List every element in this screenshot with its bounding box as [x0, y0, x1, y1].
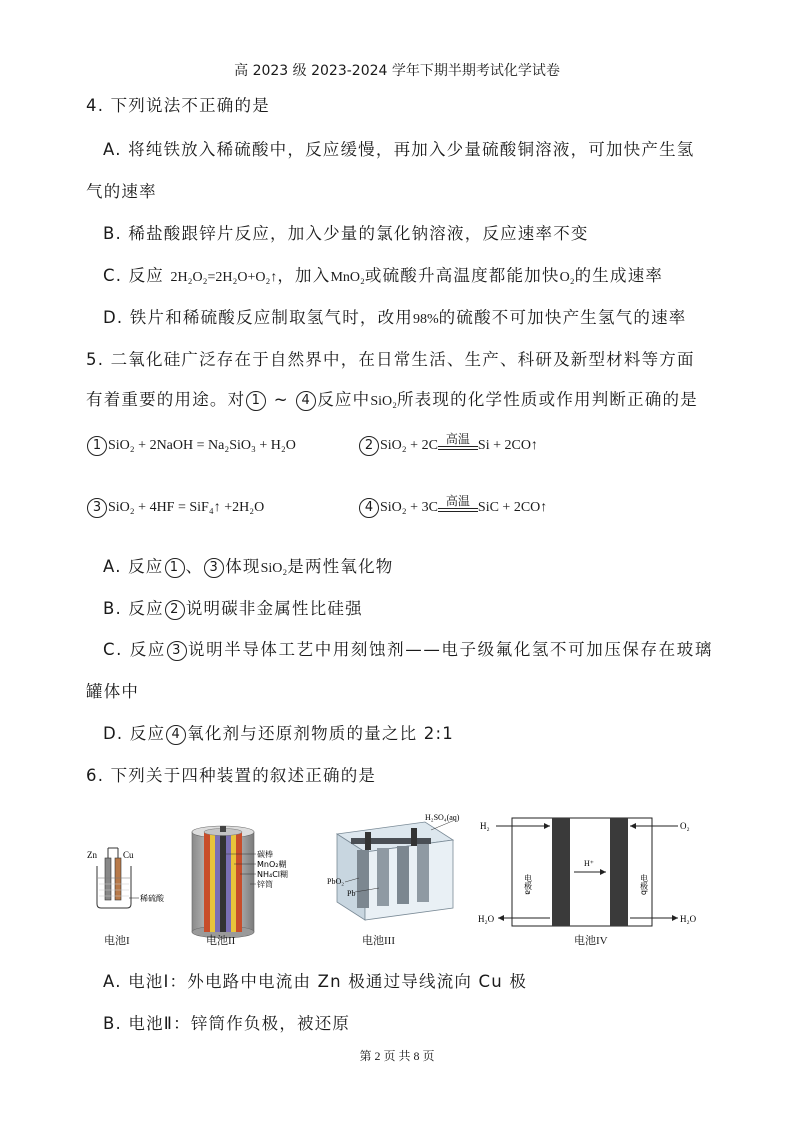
- q5-a-prefix: A. 反应: [103, 557, 164, 576]
- cell-1-liquid-label: 稀硫酸: [140, 894, 164, 903]
- q4-c-mno2: MnO₂: [330, 270, 365, 285]
- circle-number-3: 3: [167, 641, 187, 661]
- cell-2-label-nh4cl: NH₄Cl糊: [257, 870, 289, 879]
- cell-1-svg: [85, 840, 175, 950]
- q5-b-post: 说明碳非金属性比硅强: [185, 599, 363, 618]
- q5-a-sio2: SiO₂: [260, 561, 288, 576]
- q5-stem-line2: [86, 386, 698, 411]
- equation-4-right: SiC + 2CO↑: [477, 500, 548, 516]
- q4-stem: 4. 下列说法不正确的是: [86, 96, 270, 115]
- q4-option-d: [103, 304, 686, 328]
- equation-4-left: SiO₂ + 3C: [380, 500, 438, 516]
- circle-number-4: 4: [359, 498, 379, 518]
- cell-1-caption: 电池I: [104, 935, 130, 947]
- cell-4-h2o-left-label: H₂O: [478, 914, 495, 924]
- q5-option-c-line1: [103, 636, 713, 661]
- circle-number-1: 1: [246, 391, 266, 411]
- q5-line2-mid: 反应中: [317, 390, 371, 409]
- equation-1-text: SiO₂ + 2NaOH = Na₂SiO₃ + H₂O: [108, 438, 296, 454]
- q5-line2-post: 所表现的化学性质或作用判断正确的是: [397, 390, 698, 409]
- q4-d-percent: 98%: [413, 312, 439, 327]
- condition-label: 高温: [445, 494, 470, 508]
- cell-1-cu-label: Cu: [123, 850, 134, 860]
- q4-c-end: 的生成速率: [574, 266, 664, 285]
- q4-option-c: [103, 262, 663, 286]
- equation-2-right: Si + 2CO↑: [477, 438, 538, 454]
- condition-label: 高温: [445, 432, 470, 446]
- q5-tilde: ~: [267, 390, 296, 409]
- equation-3-text: SiO₂ + 4HF = SiF₄↑ +2H₂O: [108, 500, 265, 516]
- q6-option-b: B. 电池Ⅱ：锌筒作负极，被还原: [103, 1014, 351, 1033]
- q4-c-o2: O₂: [559, 270, 575, 285]
- circle-number-3: 3: [87, 498, 107, 518]
- circle-number-3: 3: [204, 558, 224, 578]
- circle-number-4: 4: [296, 391, 316, 411]
- cell-2-label-zinc: 锌筒: [257, 880, 273, 889]
- q5-option-d: [103, 720, 454, 745]
- q4-d-post: 的硫酸不可加快产生氢气的速率: [438, 308, 687, 327]
- q5-c-post: 说明半导体工艺中用刻蚀剂——电子级氟化氢不可加压保存在玻璃: [188, 640, 713, 659]
- q4-d-prefix: D. 铁片和稀硫酸反应制取氢气时，改用: [103, 308, 413, 327]
- q5-a-mid: 体现: [225, 557, 261, 576]
- q4-c-mid: ，加入: [277, 266, 331, 285]
- cell-2-svg: [190, 824, 300, 942]
- equation-4: [358, 494, 548, 518]
- q5-sio2: SiO₂: [370, 394, 398, 409]
- q4-c-post: 或硫酸升高温度都能加快: [364, 266, 560, 285]
- q4-c-equation: 2H₂O₂=2H₂O+O₂↑: [170, 270, 278, 285]
- page-footer: 第 2 页 共 8 页: [359, 1049, 435, 1063]
- q6-option-a: A. 电池Ⅰ：外电路中电流由 Zn 极通过导线流向 Cu 极: [103, 972, 528, 991]
- q5-line2-prefix: 有着重要的用途。对: [86, 390, 246, 409]
- cell-2-label-mno2: MnO₂糊: [257, 860, 287, 869]
- cell-3-svg: [325, 808, 475, 930]
- reaction-condition: [438, 494, 478, 518]
- q4-option-a-line1: A. 将纯铁放入稀硫酸中，反应缓慢，再加入少量硫酸铜溶液，可加快产生氢: [103, 140, 695, 159]
- cell-3-caption: 电池III: [362, 935, 395, 947]
- cell-4-electrode-b-label: 电极b: [639, 874, 649, 896]
- circle-number-2: 2: [359, 436, 379, 456]
- cell-4-o2-label: O₂: [680, 821, 690, 831]
- q5-d-post: 氧化剂与还原剂物质的量之比 2:1: [187, 724, 454, 743]
- cell-4-h2o-right-label: H₂O: [680, 914, 696, 924]
- q5-c-prefix: C. 反应: [103, 640, 167, 659]
- q5-option-b: [103, 595, 363, 620]
- equation-1: [86, 436, 296, 456]
- cell-2-caption: 电池II: [206, 935, 236, 947]
- cell-1-zn-label: Zn: [87, 850, 97, 860]
- circle-number-1: 1: [165, 558, 185, 578]
- cell-4-electrode-a-label: 电极a: [523, 874, 533, 895]
- cell-4-h2-label: H₂: [480, 821, 490, 831]
- cell-3-pb-label: Pb: [347, 889, 356, 898]
- cell-2-label-carbon: 碳棒: [257, 850, 273, 859]
- q5-a-sep: 、: [185, 557, 204, 576]
- reaction-condition: [438, 432, 478, 456]
- q5-d-prefix: D. 反应: [103, 724, 166, 743]
- q4-option-b: B. 稀盐酸跟锌片反应，加入少量的氯化钠溶液，反应速率不变: [103, 224, 589, 243]
- cell-2-diagram: [190, 824, 300, 942]
- q5-stem-line1: 5. 二氧化硅广泛存在于自然界中，在日常生活、生产、科研及新型材料等方面: [86, 350, 695, 369]
- q6-stem: 6. 下列关于四种装置的叙述正确的是: [86, 766, 377, 785]
- circle-number-2: 2: [165, 600, 185, 620]
- q5-b-prefix: B. 反应: [103, 599, 164, 618]
- q4-option-a-line2: 气的速率: [86, 182, 157, 201]
- cell-3-diagram: [325, 808, 475, 930]
- circle-number-1: 1: [87, 436, 107, 456]
- equation-3: [86, 498, 264, 518]
- q4-c-prefix: C. 反应: [103, 266, 171, 285]
- cell-3-pbo2-label: PbO₂: [327, 877, 345, 886]
- cell-4-diagram: [478, 814, 696, 932]
- q5-option-c-line2: 罐体中: [86, 682, 140, 701]
- cell-4-svg: [478, 814, 696, 932]
- cell-3-acid-label: H₂SO₄(aq): [425, 813, 460, 822]
- equation-2-left: SiO₂ + 2C: [380, 438, 438, 454]
- q5-a-post: 是两性氧化物: [287, 557, 394, 576]
- q5-option-a: [103, 553, 393, 578]
- cell-4-caption: 电池IV: [574, 935, 608, 947]
- page-header: 高 2023 级 2023-2024 学年下期半期考试化学试卷: [234, 63, 560, 79]
- cell-4-hplus-label: H⁺: [584, 859, 594, 868]
- cell-1-diagram: [85, 840, 175, 950]
- circle-number-4: 4: [166, 725, 186, 745]
- equation-2: [358, 432, 538, 456]
